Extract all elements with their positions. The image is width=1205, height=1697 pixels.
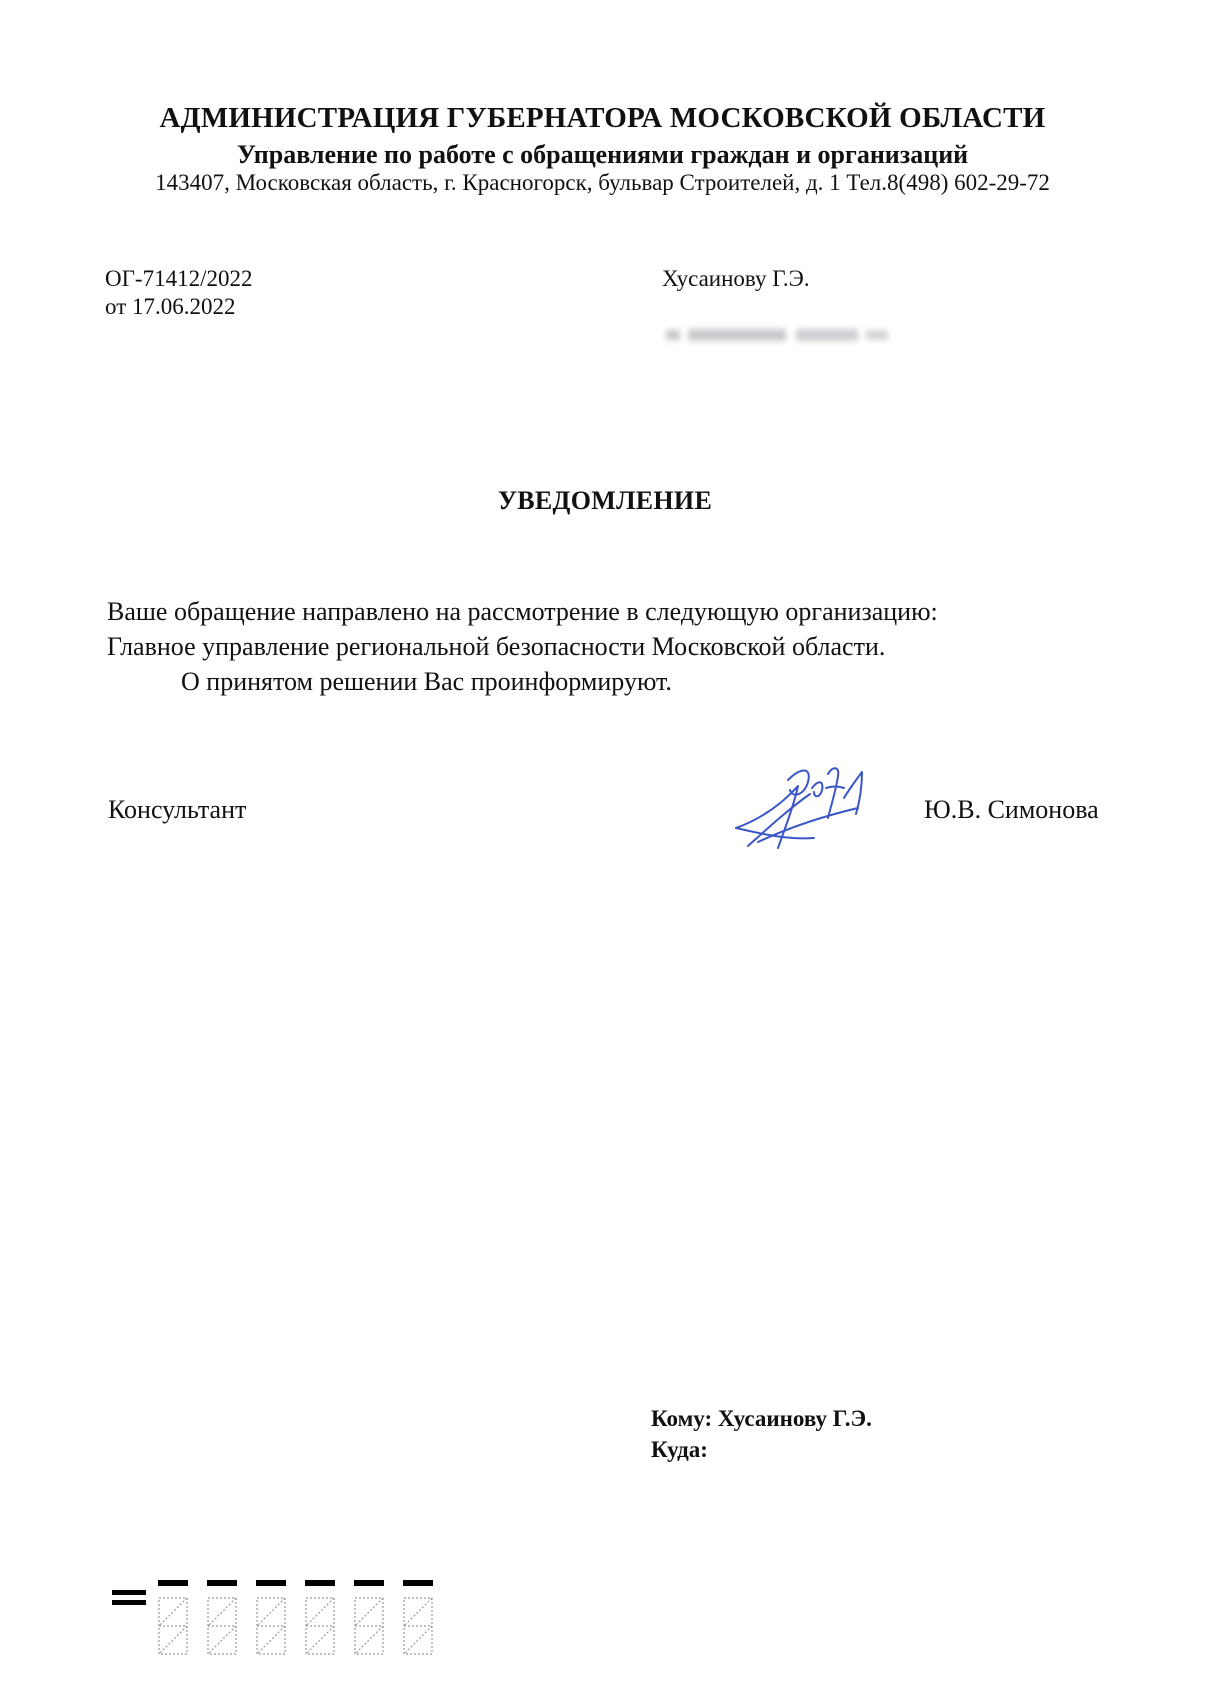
addressee-name: Хусаинову Г.Э. (662, 266, 810, 291)
postcode-marker-lines (112, 1590, 146, 1605)
handwritten-signature (728, 758, 898, 858)
mailing-where: Куда: (651, 1437, 708, 1462)
reference-date: от 17.06.2022 (105, 294, 236, 319)
body-line-1: Ваше обращение направлено на рассмотрение в следующую организацию: (107, 597, 938, 626)
org-title: АДМИНИСТРАЦИЯ ГУБЕРНАТОРА МОСКОВСКОЙ ОБЛАСТИ (159, 102, 1046, 134)
signer-name: Ю.В. Симонова (924, 795, 1099, 824)
redacted-address (662, 322, 892, 348)
mailing-to: Кому: Хусаинову Г.Э. (651, 1406, 872, 1431)
reference-number: ОГ-71412/2022 (105, 266, 253, 291)
department-name: Управление по работе с обращениями граждан и организаций (236, 140, 969, 169)
postcode-grid (112, 1578, 452, 1658)
body-line-2: Главное управление региональной безопасности Московской области. (107, 632, 886, 661)
body-line-3: О принятом решении Вас проинформируют. (181, 667, 672, 696)
document-heading: УВЕДОМЛЕНИЕ (497, 486, 713, 515)
signer-position: Консультант (108, 795, 247, 824)
org-address: 143407, Московская область, г. Красногорск, бульвар Строителей, д. 1 Тел.8(498) 602-29-72 (155, 170, 1050, 195)
